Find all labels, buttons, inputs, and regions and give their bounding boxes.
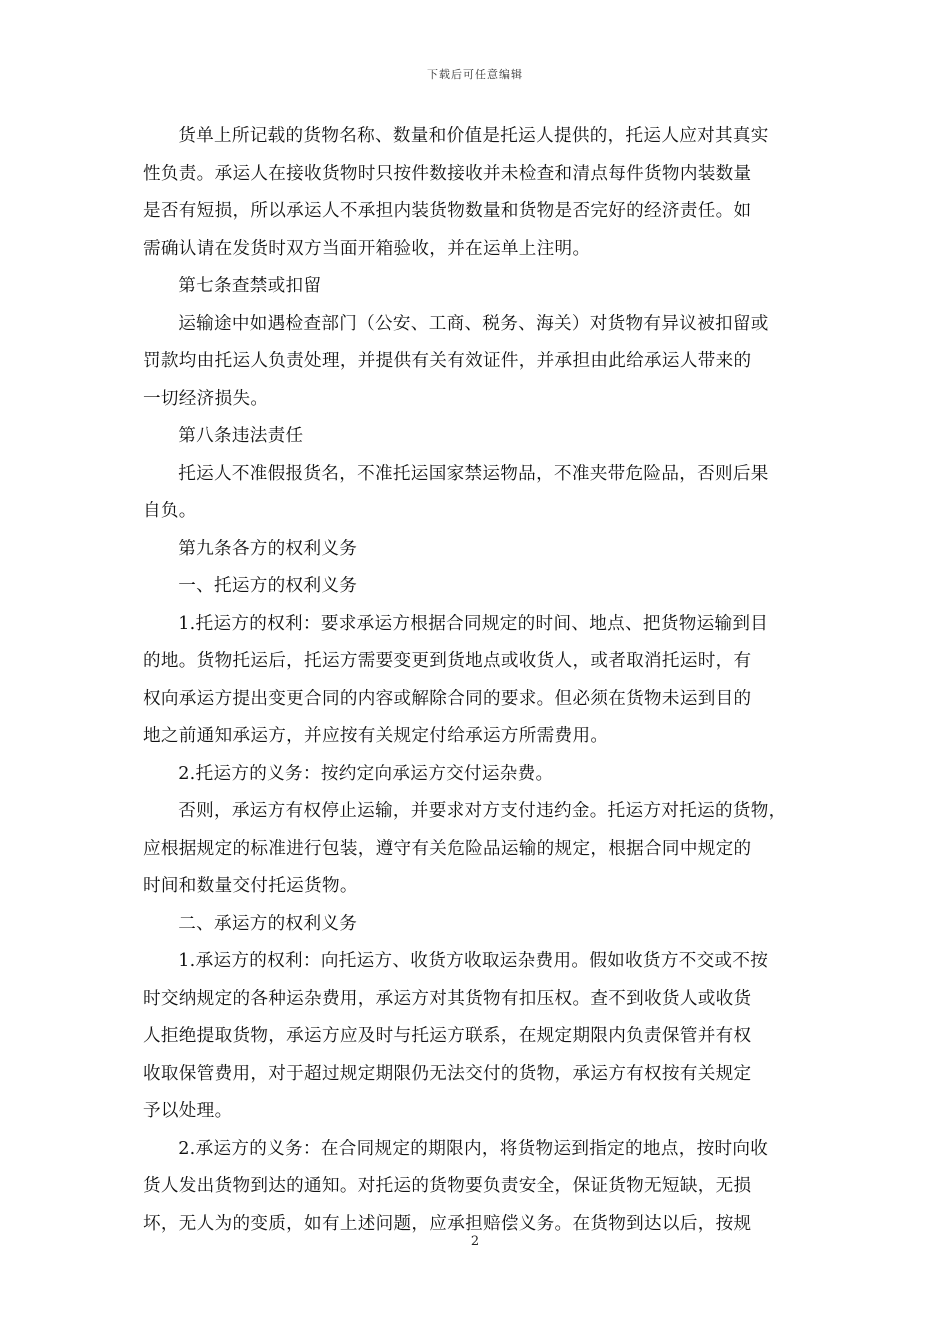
text-line: 1.承运方的权利：向托运方、收货方收取运杂费用。假如收货方不交或不按 [178, 951, 769, 971]
text-line: 一切经济损失。 [143, 388, 269, 409]
paragraph [143, 456, 808, 531]
text-line: 运输途中如遇检查部门（公安、工商、税务、海关）对货物有异议被扣留或 [178, 313, 769, 334]
document-body [143, 118, 808, 1243]
text-line: 时交纳规定的各种运杂费用，承运方对其货物有扣压权。查不到收货人或收货 [143, 988, 752, 1009]
text-line: 的地。货物托运后，托运方需要变更到货地点或收货人，或者取消托运时，有 [143, 651, 752, 671]
text-line: 2.托运方的义务：按约定向承运方交付运杂费。 [178, 763, 554, 784]
text-line: 第九条各方的权利义务 [178, 538, 358, 559]
text-line: 需确认请在发货时双方当面开箱验收，并在运单上注明。 [143, 238, 591, 259]
paragraph [143, 568, 808, 606]
text-line: 自负。 [143, 501, 197, 521]
text-line: 托运人不准假报货名，不准托运国家禁运物品，不准夹带危险品，否则后果 [178, 463, 769, 484]
paragraph [143, 268, 808, 306]
text-line: 第七条查禁或扣留 [178, 276, 322, 296]
text-line: 地之前通知承运方，并应按有关规定付给承运方所需费用。 [143, 726, 609, 746]
text-line: 人拒绝提取货物，承运方应及时与托运方联系，在规定期限内负责保管并有权 [143, 1026, 752, 1046]
paragraph [143, 793, 808, 906]
page-header: 下载后可任意编辑 [427, 68, 523, 81]
paragraph [143, 756, 808, 794]
paragraph [143, 118, 808, 268]
text-line: 应根据规定的标准进行包装，遵守有关危险品运输的规定，根据合同中规定的 [143, 838, 752, 859]
paragraph [143, 943, 808, 1131]
text-line: 一、托运方的权利义务 [178, 576, 358, 596]
paragraph [143, 1131, 808, 1244]
text-line: 是否有短损，所以承运人不承担内装货物数量和货物是否完好的经济责任。如 [143, 201, 752, 221]
text-line: 二、承运方的权利义务 [178, 913, 358, 934]
text-line: 时间和数量交付托运货物。 [143, 876, 358, 896]
text-line: 罚款均由托运人负责处理，并提供有关有效证件，并承担由此给承运人带来的 [143, 351, 752, 371]
text-line: 1.托运方的权利：要求承运方根据合同规定的时间、地点、把货物运输到目 [178, 613, 769, 634]
text-line: 否则，承运方有权停止运输，并要求对方支付违约金。托运方对托运的货物， [178, 801, 787, 821]
text-line: 性负责。承运人在接收货物时只按件数接收并未检查和清点每件货物内装数量 [143, 163, 752, 184]
paragraph [143, 606, 808, 756]
text-line: 货人发出货物到达的通知。对托运的货物要负责安全，保证货物无短缺，无损 [143, 1176, 752, 1196]
paragraph [143, 306, 808, 419]
text-line: 第八条违法责任 [178, 426, 304, 446]
text-line: 予以处理。 [143, 1101, 233, 1121]
page-number: 2 [470, 1234, 480, 1249]
paragraph [143, 531, 808, 569]
text-line: 权向承运方提出变更合同的内容或解除合同的要求。但必须在货物未运到目的 [143, 688, 752, 709]
text-line: 货单上所记载的货物名称、数量和价值是托运人提供的，托运人应对其真实 [178, 126, 769, 146]
text-line: 收取保管费用，对于超过规定期限仍无法交付的货物，承运方有权按有关规定 [143, 1063, 752, 1084]
paragraph [143, 418, 808, 456]
text-line: 2.承运方的义务：在合同规定的期限内，将货物运到指定的地点，按时向收 [178, 1138, 769, 1159]
paragraph [143, 906, 808, 944]
text-line: 坏，无人为的变质，如有上述问题，应承担赔偿义务。在货物到达以后，按规 [143, 1213, 752, 1234]
